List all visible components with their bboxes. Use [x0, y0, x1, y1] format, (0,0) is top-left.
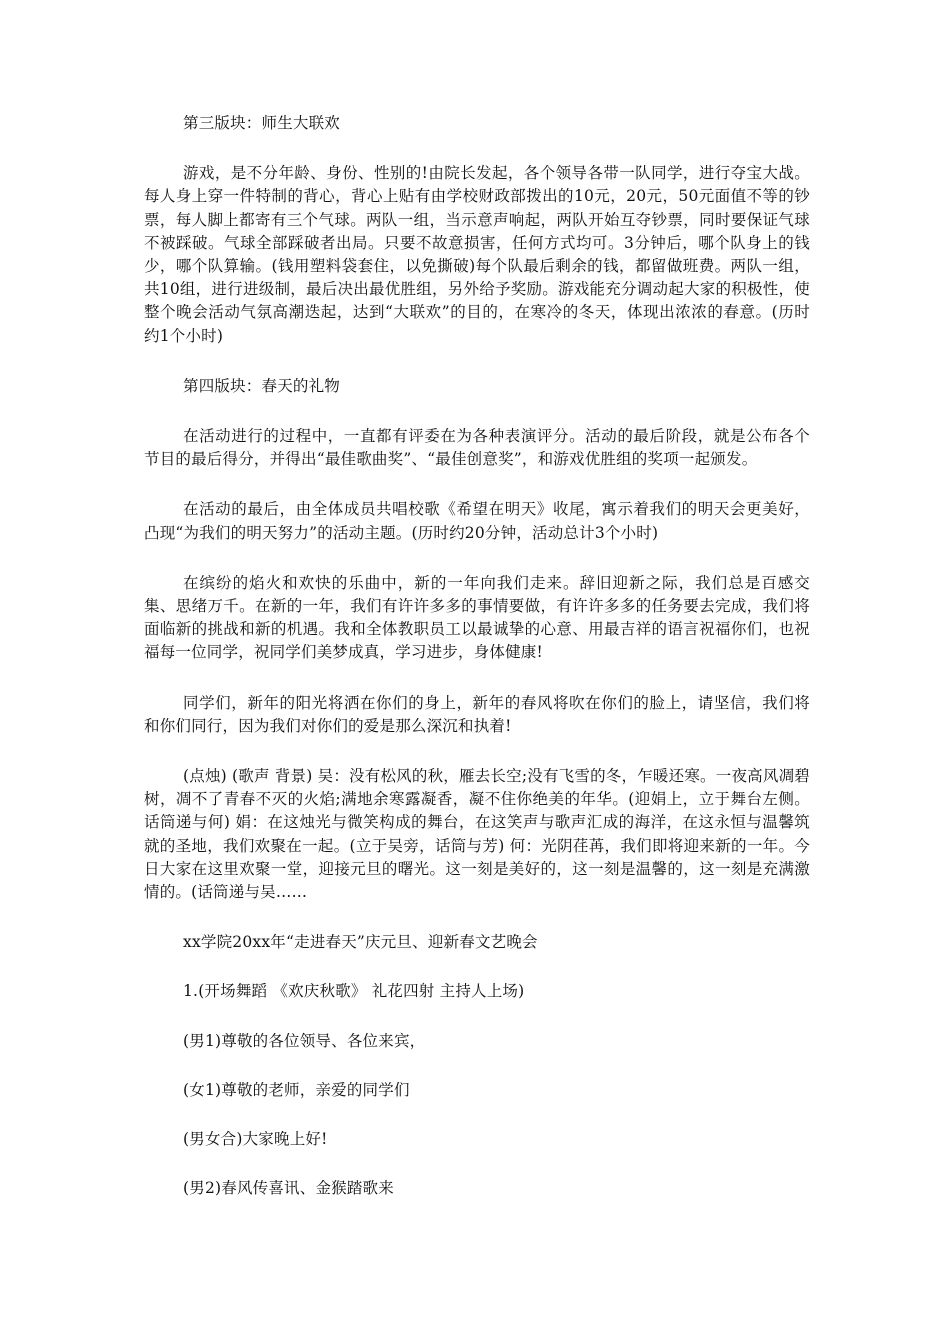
script-intro: (点烛) (歌声 背景) 吴：没有松风的秋，雁去长空;没有飞雪的冬，乍暖还寒。一夜高风凋碧树，凋不了青春不灭的火焰;满地余寒露凝香，凝不住你绝美的年华。(迎娟上，立于舞台左侧。话筒递与何) 娟：在这烛光与微笑构成的舞台，在这笑声与歌声汇成的海洋，在这永恒与温馨筑就的圣地，我们欢聚在一起。(立于吴旁，话筒与芳) 何：光阴荏苒，我们即将迎来新的一年。今日大家在这里欢聚一堂，迎接元旦的曙光。这一刻是美好的，这一刻是温馨的，这一刻是充满激情的。(话筒递与吴……: [144, 767, 810, 902]
section4-title: 第四版块：春天的礼物: [183, 376, 341, 395]
closing-paragraph-2: 同学们，新年的阳光将洒在你们的身上，新年的春风将吹在你们的脸上，请坚信，我们将和你们同行，因为我们对你们的爱是那么深沉和执着!: [144, 693, 810, 735]
line-female-1: (女1)尊敬的老师，亲爱的同学们: [183, 1080, 410, 1099]
closing-paragraph-1: 在缤纷的焰火和欢快的乐曲中，新的一年向我们走来。辞旧迎新之际，我们总是百感交集、思绪万千。在新的一年，我们有许许多多的事情要做，有许许多多的任务要去完成，我们将面临新的挑战和新的机遇。我和全体教职员工以最诚挚的心意、用最吉祥的语言祝福你们，也祝福每一位同学，祝同学们美梦成真，学习进步，身体健康!: [144, 573, 810, 662]
event-title: xx学院20xx年“走进春天”庆元旦、迎新春文艺晚会: [183, 933, 538, 952]
section3-body: 游戏，是不分年龄、身份、性别的!由院长发起，各个领导各带一队同学，进行夺宝大战。每人身上穿一件特制的背心，背心上贴有由学校财政部拨出的10元，20元，50元面值不等的钞票，每人脚上都寄有三个气球。两队一组，当示意声响起，两队开始互夺钞票，同时要保证气球不被踩破。气球全部踩破者出局。只要不故意损害，任何方式均可。3分钟后，哪个队身上的钱少，哪个队算输。(钱用塑料袋套住，以免撕破)每个队最后剩余的钱，都留做班费。两队一组，共10组，进行进级制，最后决出最优胜组，另外给予奖励。游戏能充分调动起大家的积极性，使整个晚会活动气氛高潮迭起，达到“大联欢”的目的，在寒冷的冬天，体现出浓浓的春意。(历时约1个小时): [144, 164, 810, 345]
section4-body-2: 在活动的最后，由全体成员共唱校歌《希望在明天》收尾，寓示着我们的明天会更美好，凸现“为我们的明天努力”的活动主题。(历时约20分钟，活动总计3个小时): [144, 500, 810, 542]
line-male-1: (男1)尊敬的各位领导、各位来宾，: [183, 1031, 426, 1050]
section3-title: 第三版块：师生大联欢: [183, 114, 341, 132]
section4-body-1: 在活动进行的过程中，一直都有评委在为各种表演评分。活动的最后阶段，就是公布各个节目的最后得分，并得出“最佳歌曲奖”、“最佳创意奖”，和游戏优胜组的奖项一起颁发。: [144, 427, 810, 469]
line-male-2: (男2)春风传喜讯、金猴踏歌来: [183, 1179, 394, 1198]
program-item-1: 1.(开场舞蹈 《欢庆秋歌》 礼花四射 主持人上场): [183, 982, 525, 1001]
line-both: (男女合)大家晚上好!: [183, 1130, 328, 1149]
